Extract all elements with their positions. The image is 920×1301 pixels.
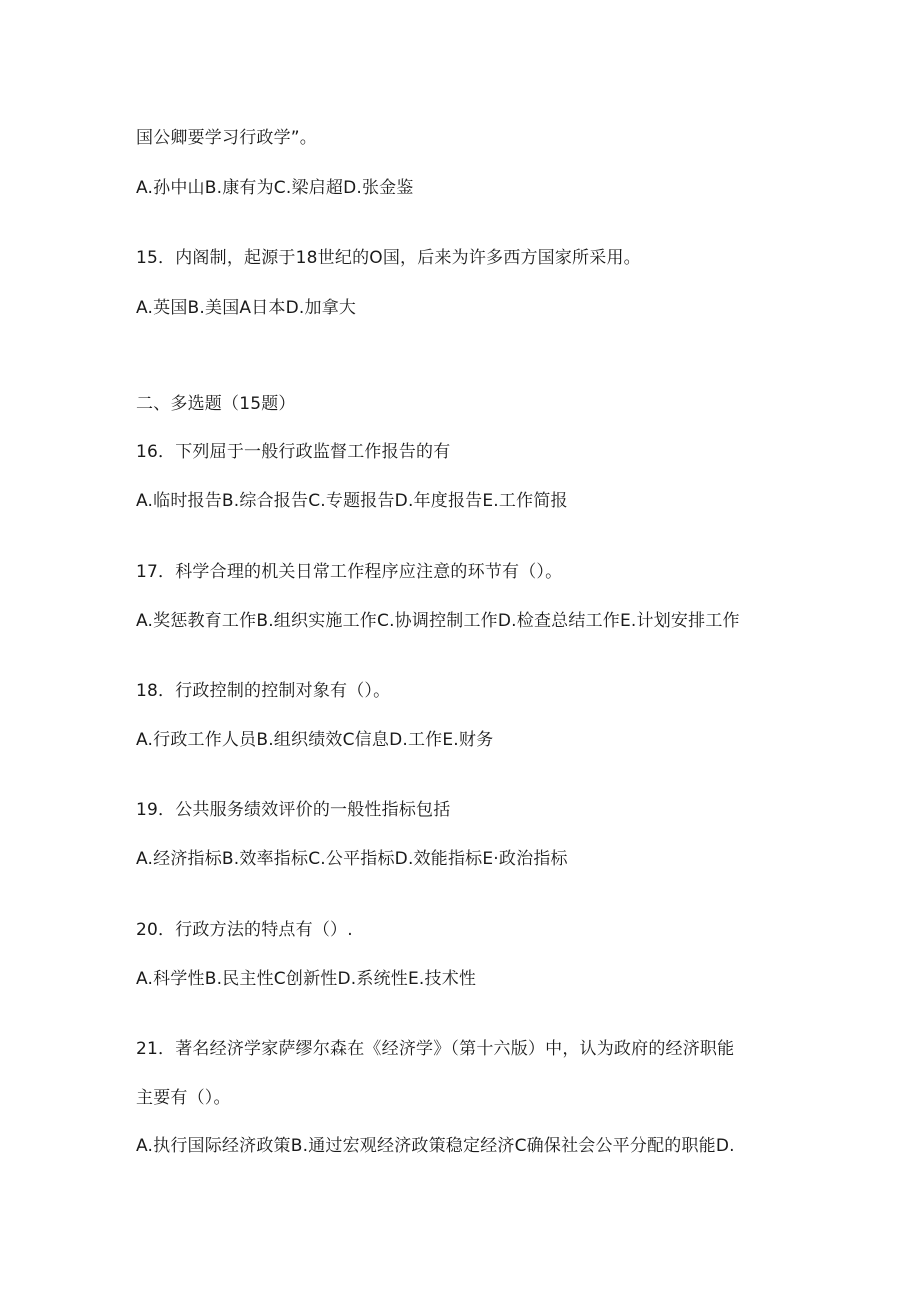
answer-options: A.科学性B.民主性C创新性D.系统性E.技术性	[136, 969, 477, 989]
question-18: 18．行政控制的控制对象有（）。	[136, 681, 391, 701]
section-heading: 二、多选题（15题）	[136, 394, 296, 414]
question-17: 17．科学合理的机关日常工作程序应注意的环节有（）。	[136, 562, 563, 582]
answer-options: A.孙中山B.康有为C.梁启超D.张金鉴	[136, 178, 414, 198]
question-21: 21．著名经济学家萨缪尔森在《经济学》（第十六版）中，认为政府的经济职能	[136, 1039, 735, 1059]
question-20: 20．行政方法的特点有（）.	[136, 920, 353, 940]
answer-options: A.行政工作人员B.组织绩效C信息D.工作E.财务	[136, 730, 494, 750]
question-19: 19．公共服务绩效评价的一般性指标包括	[136, 800, 451, 820]
question-16: 16．下列屈于一般行政监督工作报告的有	[136, 442, 451, 462]
text-line: 国公卿要学习行政学”。	[136, 128, 318, 148]
answer-options: A.执行国际经济政策B.通过宏观经济政策稳定经济C确保社会公平分配的职能D.	[136, 1136, 735, 1156]
question-21-continued: 主要有（）。	[136, 1088, 231, 1108]
answer-options: A.临时报告B.综合报告C.专题报告D.年度报告E.工作简报	[136, 491, 568, 511]
answer-options: A.英国B.美国A日本D.加拿大	[136, 298, 357, 318]
answer-options: A.经济指标B.效率指标C.公平指标D.效能指标E·政治指标	[136, 849, 568, 869]
answer-options: A.奖惩教育工作B.组织实施工作C.协调控制工作D.检查总结工作E.计划安排工作	[136, 611, 740, 631]
question-15: 15．内阁制，起源于18世纪的O国，后来为许多西方国家所采用。	[136, 248, 641, 268]
